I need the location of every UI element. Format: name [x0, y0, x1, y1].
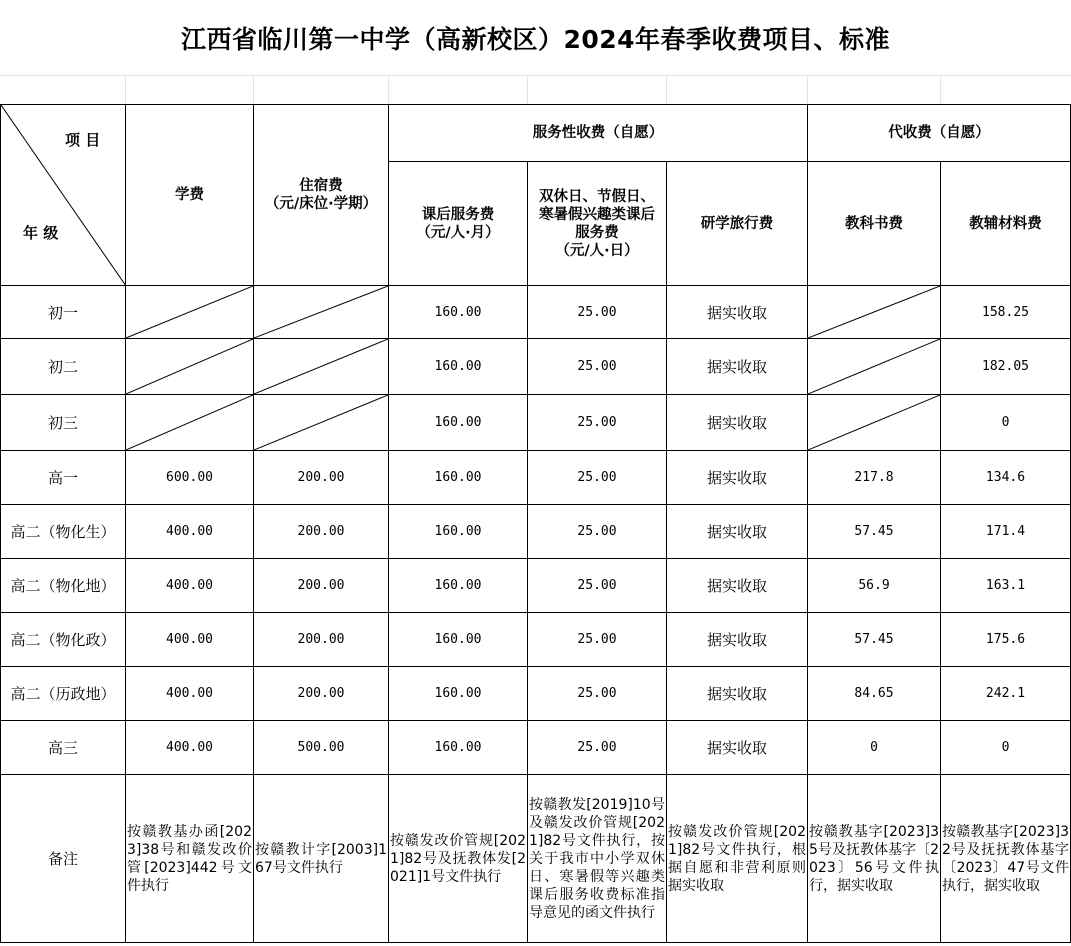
study-tour-fee: 据实收取	[667, 395, 808, 451]
holiday-fee: 25.00	[528, 339, 667, 395]
lodging-fee: 200.00	[254, 451, 389, 505]
note-aux-material: 按赣教基字[2023]32号及抚抚教体基字〔2023〕47号文件执行，据实收取	[941, 775, 1071, 943]
header-corner	[1, 105, 126, 286]
grid-line	[666, 76, 667, 104]
holiday-fee: 25.00	[528, 451, 667, 505]
holiday-fee: 25.00	[528, 559, 667, 613]
grid-line	[940, 76, 941, 104]
header-service-group: 服务性收费（自愿）	[389, 105, 808, 162]
notes-label: 备注	[1, 775, 126, 943]
table-row	[1, 559, 1071, 613]
note-holiday: 按赣教发[2019]10号及赣发改价管规[2021]82号文件执行，按关于我市中小学双休日、寒暑假等兴趣类课后服务收费标准指导意见的函文件执行	[528, 775, 667, 943]
table-row	[1, 613, 1071, 667]
fee-table	[0, 104, 1071, 943]
grid-line	[253, 76, 254, 104]
tuition-fee: 400.00	[126, 721, 254, 775]
header-agency-group: 代收费（自愿）	[808, 105, 1071, 162]
study-tour-fee: 据实收取	[667, 667, 808, 721]
holiday-fee: 25.00	[528, 667, 667, 721]
after-school-fee: 160.00	[389, 395, 528, 451]
tuition-fee: 600.00	[126, 451, 254, 505]
aux-material-fee: 134.6	[941, 451, 1071, 505]
not-applicable-cell	[808, 395, 941, 451]
note-study-tour: 按赣发改价管规[2021]82号文件执行，根据自愿和非营利原则据实收取	[667, 775, 808, 943]
header-after-school: 课后服务费 （元/人·月）	[389, 162, 528, 286]
tuition-fee: 400.00	[126, 667, 254, 721]
tuition-fee: 400.00	[126, 559, 254, 613]
aux-material-fee: 158.25	[941, 286, 1071, 339]
header-lodging: 住宿费 （元/床位·学期）	[254, 105, 389, 286]
grid-line	[807, 76, 808, 104]
aux-material-fee: 171.4	[941, 505, 1071, 559]
lodging-fee: 200.00	[254, 559, 389, 613]
textbook-fee: 57.45	[808, 613, 941, 667]
table-row	[1, 339, 1071, 395]
table-row	[1, 395, 1071, 451]
grade-cell: 高三	[1, 721, 126, 775]
table-row	[1, 451, 1071, 505]
notes-row	[1, 775, 1071, 943]
aux-material-fee: 0	[941, 395, 1071, 451]
aux-material-fee: 242.1	[941, 667, 1071, 721]
page-title: 江西省临川第一中学（高新校区）2024年春季收费项目、标准	[180, 25, 891, 54]
after-school-fee: 160.00	[389, 286, 528, 339]
grade-cell: 高二（物化地）	[1, 559, 126, 613]
study-tour-fee: 据实收取	[667, 721, 808, 775]
not-applicable-cell	[126, 395, 254, 451]
not-applicable-cell	[808, 339, 941, 395]
header-textbook: 教科书费	[808, 162, 941, 286]
table-row	[1, 505, 1071, 559]
header-aux-material: 教辅材料费	[941, 162, 1071, 286]
corner-diagonal	[1, 105, 126, 286]
after-school-fee: 160.00	[389, 451, 528, 505]
aux-material-fee: 182.05	[941, 339, 1071, 395]
table-row	[1, 667, 1071, 721]
grid-line	[125, 76, 126, 104]
textbook-fee: 56.9	[808, 559, 941, 613]
after-school-fee: 160.00	[389, 613, 528, 667]
holiday-fee: 25.00	[528, 286, 667, 339]
lodging-fee: 500.00	[254, 721, 389, 775]
holiday-fee: 25.00	[528, 505, 667, 559]
textbook-fee: 217.8	[808, 451, 941, 505]
holiday-fee: 25.00	[528, 721, 667, 775]
after-school-fee: 160.00	[389, 339, 528, 395]
study-tour-fee: 据实收取	[667, 505, 808, 559]
header-holiday-service: 双休日、节假日、寒暑假兴趣类课后服务费 （元/人·日）	[528, 162, 667, 286]
grade-cell: 初二	[1, 339, 126, 395]
not-applicable-cell	[254, 286, 389, 339]
grade-cell: 高二（物化政）	[1, 613, 126, 667]
textbook-fee: 84.65	[808, 667, 941, 721]
tuition-fee: 400.00	[126, 613, 254, 667]
after-school-fee: 160.00	[389, 559, 528, 613]
grade-cell: 高一	[1, 451, 126, 505]
not-applicable-cell	[254, 339, 389, 395]
after-school-fee: 160.00	[389, 721, 528, 775]
grade-cell: 初一	[1, 286, 126, 339]
textbook-fee: 0	[808, 721, 941, 775]
grade-cell: 高二（物化生）	[1, 505, 126, 559]
study-tour-fee: 据实收取	[667, 559, 808, 613]
tuition-fee: 400.00	[126, 505, 254, 559]
not-applicable-cell	[808, 286, 941, 339]
study-tour-fee: 据实收取	[667, 339, 808, 395]
aux-material-fee: 163.1	[941, 559, 1071, 613]
not-applicable-cell	[254, 395, 389, 451]
grid-line	[388, 76, 389, 104]
not-applicable-cell	[126, 286, 254, 339]
note-lodging: 按赣教计字[2003]167号文件执行	[254, 775, 389, 943]
header-study-tour: 研学旅行费	[667, 162, 808, 286]
header-tuition: 学费	[126, 105, 254, 286]
grade-cell: 初三	[1, 395, 126, 451]
corner-item-label: 项 目	[65, 131, 101, 149]
grid-line	[0, 75, 1071, 76]
study-tour-fee: 据实收取	[667, 451, 808, 505]
not-applicable-cell	[126, 339, 254, 395]
grade-cell: 高二（历政地）	[1, 667, 126, 721]
holiday-fee: 25.00	[528, 395, 667, 451]
corner-grade-label: 年 级	[23, 224, 59, 242]
study-tour-fee: 据实收取	[667, 286, 808, 339]
aux-material-fee: 0	[941, 721, 1071, 775]
lodging-fee: 200.00	[254, 613, 389, 667]
table-row	[1, 721, 1071, 775]
after-school-fee: 160.00	[389, 667, 528, 721]
note-after-school: 按赣发改价管规[2021]82号及抚教体发[2021]1号文件执行	[389, 775, 528, 943]
holiday-fee: 25.00	[528, 613, 667, 667]
table-row	[1, 286, 1071, 339]
textbook-fee: 57.45	[808, 505, 941, 559]
aux-material-fee: 175.6	[941, 613, 1071, 667]
lodging-fee: 200.00	[254, 667, 389, 721]
study-tour-fee: 据实收取	[667, 613, 808, 667]
lodging-fee: 200.00	[254, 505, 389, 559]
after-school-fee: 160.00	[389, 505, 528, 559]
note-textbook: 按赣教基字[2023]35号及抚教体基字〔2023〕56号文件执行，据实收取	[808, 775, 941, 943]
note-tuition: 按赣教基办函[2023]38号和赣发改价管[2023]442号文件执行	[126, 775, 254, 943]
grid-line	[527, 76, 528, 104]
